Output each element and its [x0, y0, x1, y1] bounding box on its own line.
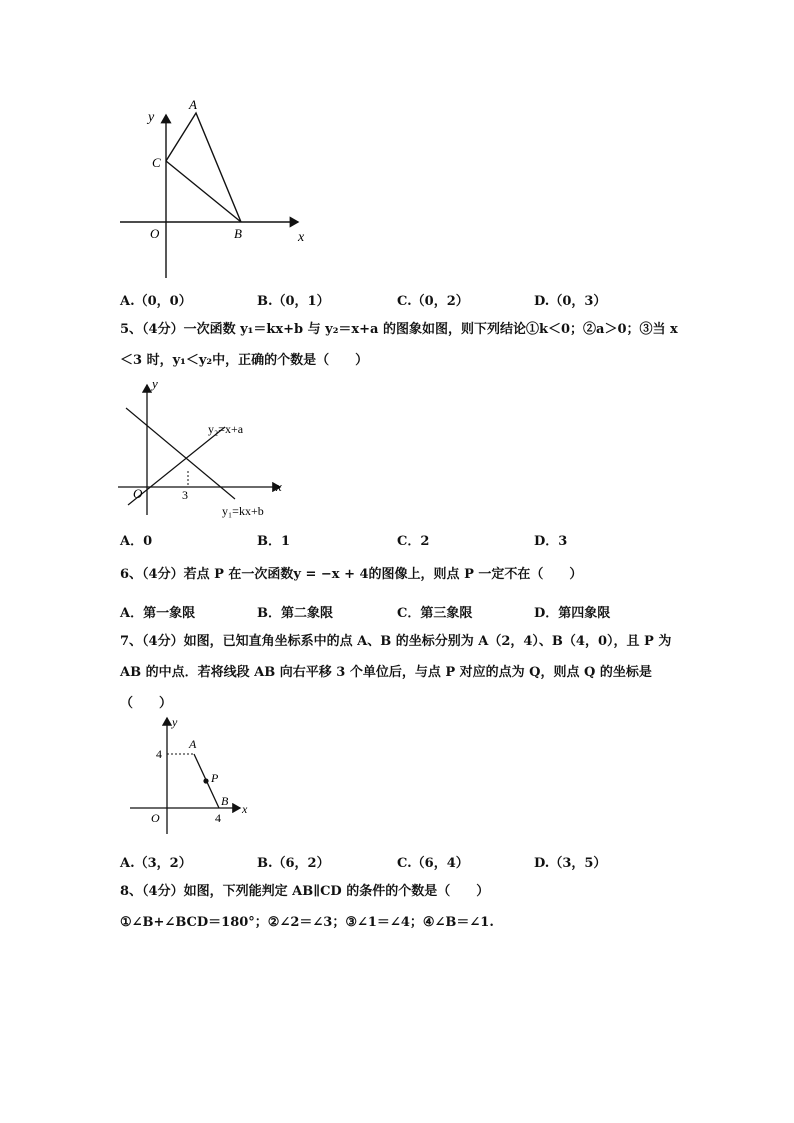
q5-option-c[interactable]: C．2: [397, 534, 430, 549]
figure-q5: [110, 375, 300, 525]
y-label: y: [172, 715, 178, 729]
q7-option-c[interactable]: C.（6，4）: [397, 856, 469, 871]
q7-option-d[interactable]: D.（3，5）: [534, 856, 607, 871]
q7-stem-line3: （ ）: [120, 696, 173, 711]
label-4-x: 4: [215, 811, 221, 825]
point-p: [203, 778, 208, 783]
q8-stem-line2: ①∠B+∠BCD＝180°；②∠2＝∠3；③∠1＝∠4；④∠B＝∠1.: [120, 915, 494, 930]
label-b: B: [234, 226, 242, 241]
q7-stem-line1: 7、（4分）如图，已知直角坐标系中的点 A、B 的坐标分别为 A（2，4）、B（4，0），且 P 为: [120, 634, 672, 649]
line-y2: [128, 427, 225, 505]
figure-q7: [122, 712, 257, 837]
q8-stem-line1: 8、（4分）如图，下列能判定 AB∥CD 的条件的个数是（ ）: [120, 884, 490, 899]
q6-option-b[interactable]: B．第二象限: [257, 606, 333, 621]
x-label: x: [276, 479, 282, 494]
q6-stem: 6、（4分）若点 P 在一次函数y = −x + 4的图像上，则点 P 一定不在（ ）: [120, 567, 583, 582]
q5-option-a[interactable]: A．0: [120, 534, 153, 549]
figure-q4: [110, 95, 320, 285]
q6-option-a[interactable]: A．第一象限: [120, 606, 196, 621]
label-o: O: [150, 226, 160, 241]
y-label: y: [148, 110, 155, 125]
x-label: x: [298, 230, 305, 245]
q5-option-b[interactable]: B．1: [257, 534, 291, 549]
q4-option-a[interactable]: A.（0，0）: [120, 294, 192, 309]
label-o: O: [133, 486, 143, 501]
q6-option-c[interactable]: C．第三象限: [397, 606, 473, 621]
q4-option-c[interactable]: C.（0，2）: [397, 294, 469, 309]
label-a: A: [189, 737, 197, 751]
q7-option-a[interactable]: A.（3，2）: [120, 856, 192, 871]
label-y2: y₂=x+a: [208, 422, 244, 436]
label-y1: y₁=kx+b: [222, 504, 264, 518]
q7-option-b[interactable]: B.（6，2）: [257, 856, 330, 871]
label-c: C: [152, 155, 161, 170]
q5-stem-line2: ＜3 时，y₁＜y₂中，正确的个数是（ ）: [120, 353, 369, 368]
q5-stem-line1: 5、（4分）一次函数 y₁＝kx+b 与 y₂＝x+a 的图象如图，则下列结论①k＜0；②a＞0；③当 x: [120, 322, 678, 337]
label-4-y: 4: [156, 747, 162, 761]
label-b: B: [221, 794, 229, 808]
q7-stem-line2: AB 的中点．若将线段 AB 向右平移 3 个单位后，与点 P 对应的点为 Q，则点 Q 的坐标是: [120, 665, 652, 680]
q6-option-d[interactable]: D．第四象限: [534, 606, 611, 621]
triangle-abc: [166, 113, 241, 222]
label-p: P: [211, 771, 219, 785]
label-3: 3: [182, 488, 188, 502]
y-label: y: [152, 376, 158, 391]
label-o: O: [151, 811, 160, 825]
q4-option-b[interactable]: B.（0，1）: [257, 294, 330, 309]
q5-option-d[interactable]: D．3: [534, 534, 568, 549]
x-label: x: [242, 802, 248, 816]
label-a: A: [189, 97, 197, 112]
q4-option-d[interactable]: D.（0，3）: [534, 294, 607, 309]
